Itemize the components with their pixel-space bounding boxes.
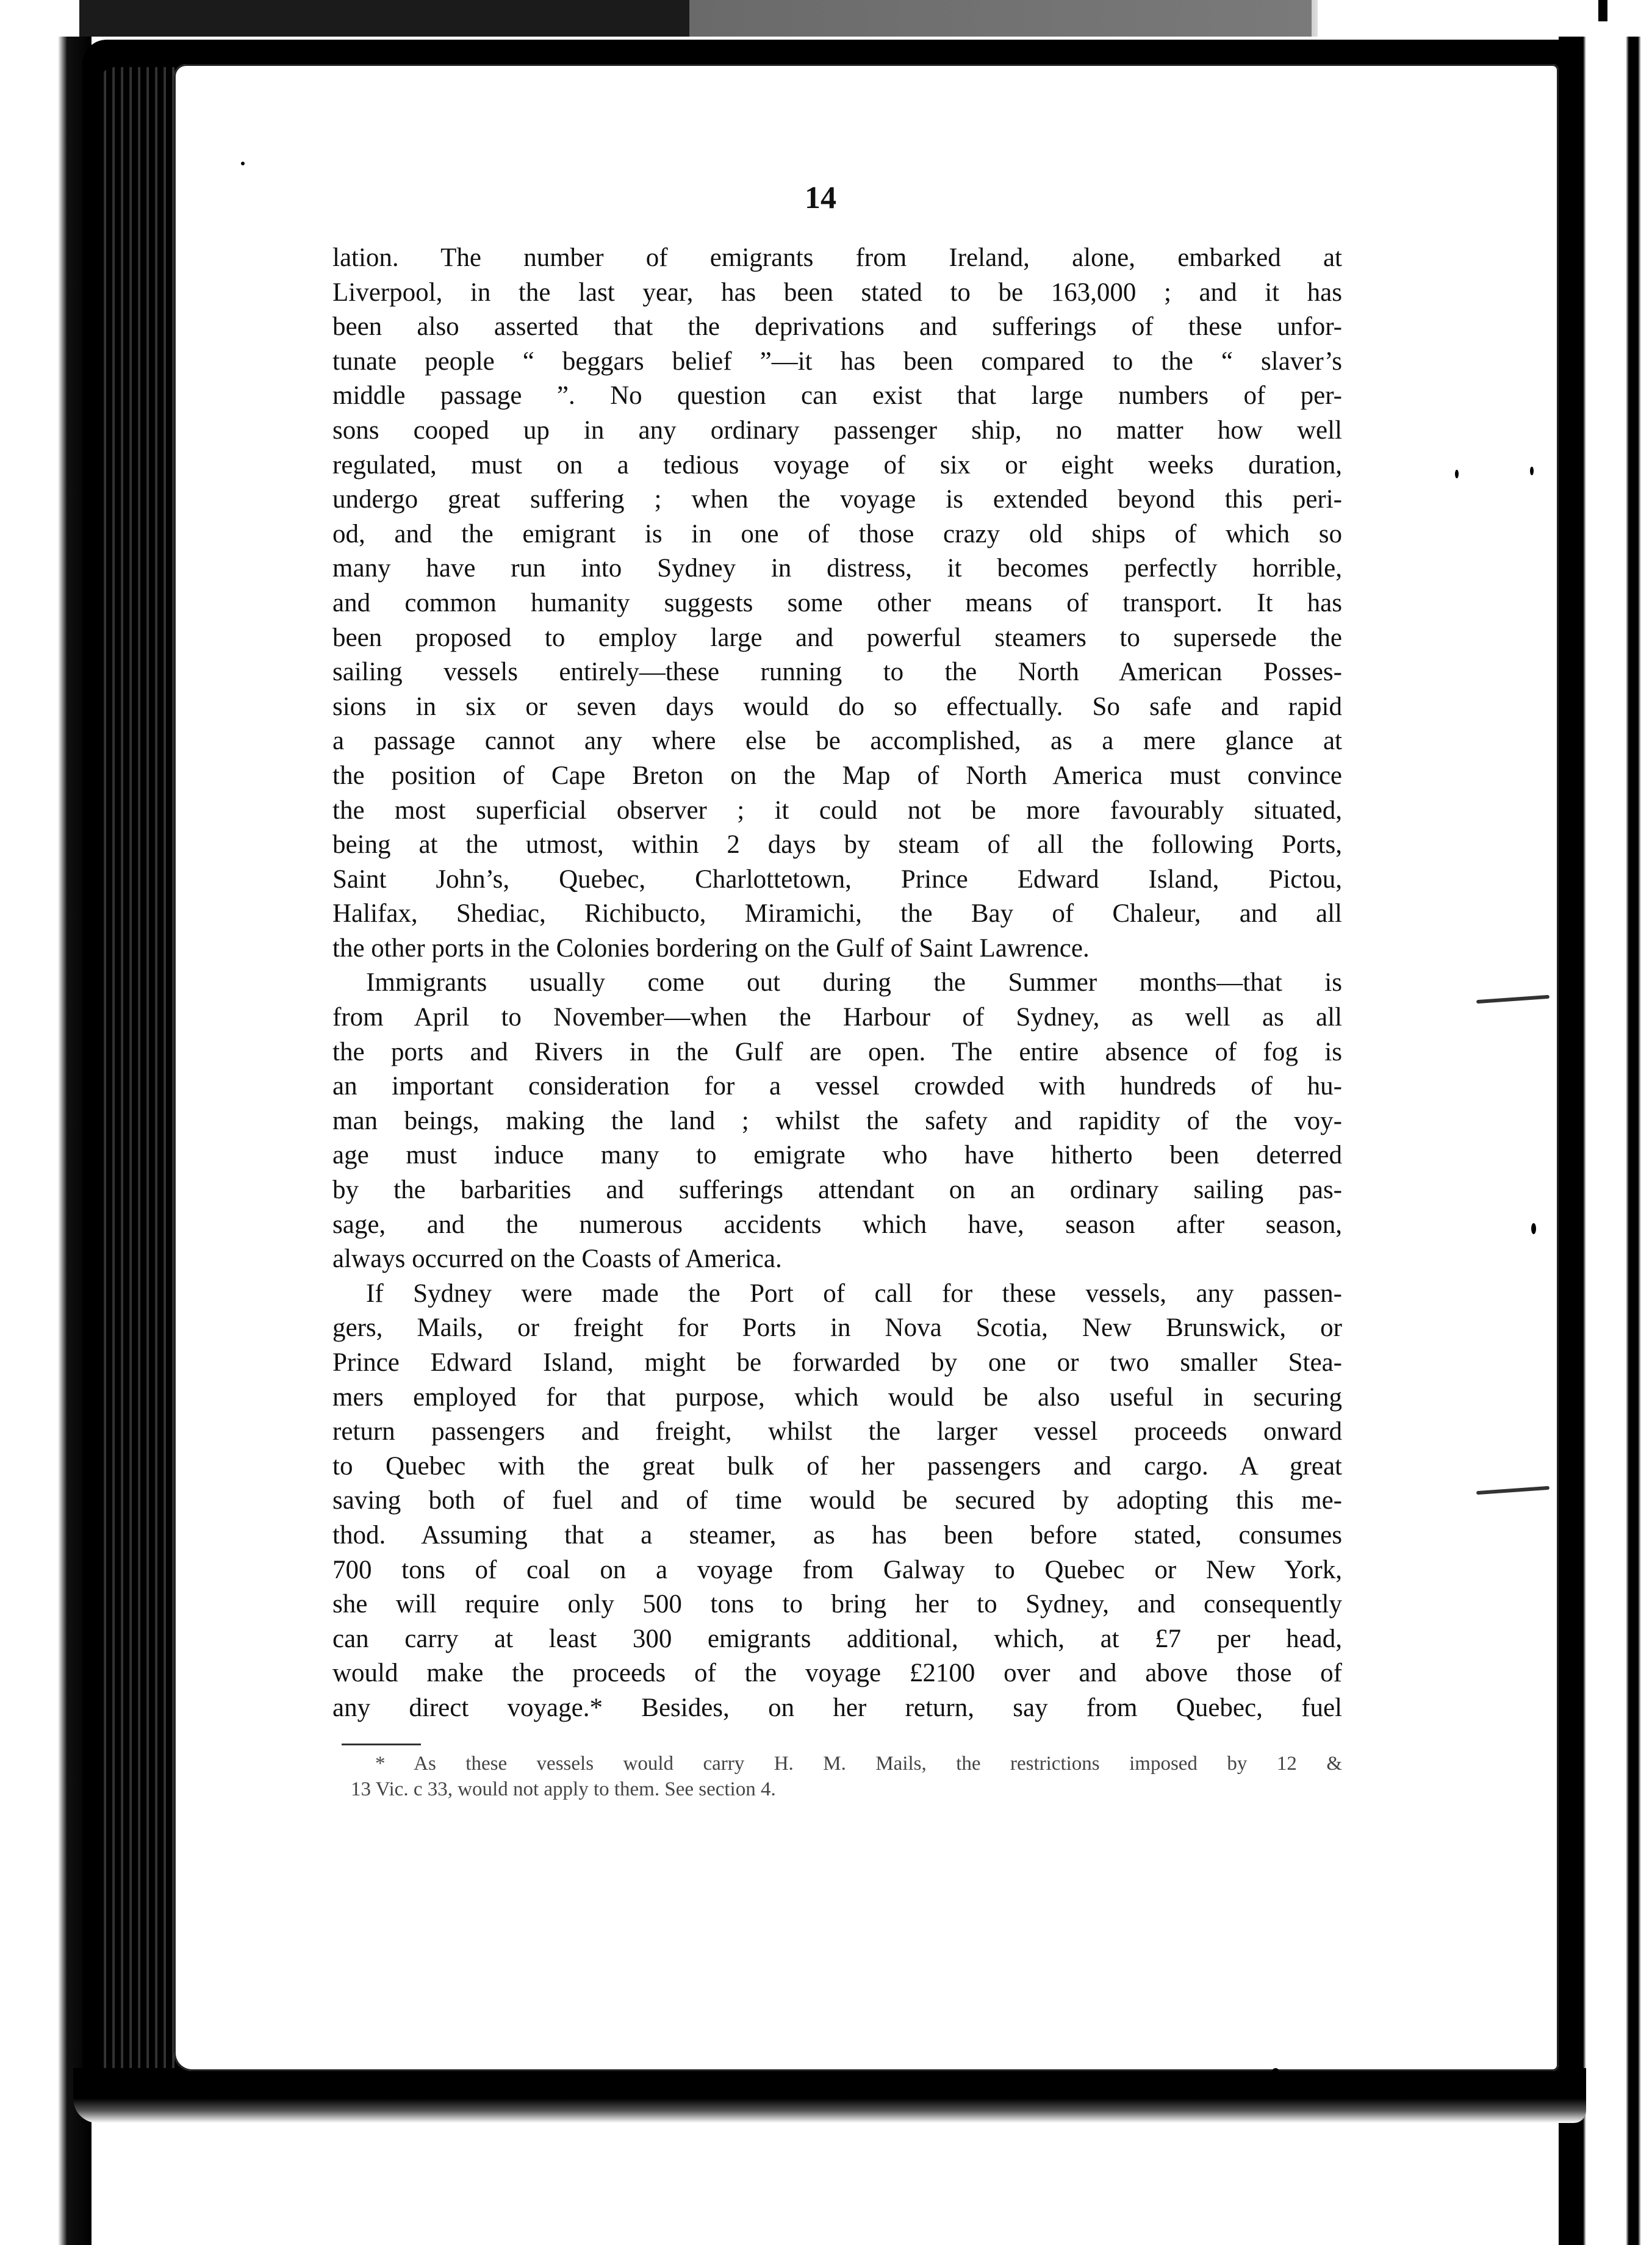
text-line: lation. The number of emigrants from Ireland, alone, embarked at bbox=[332, 243, 1342, 272]
page-edges bbox=[98, 67, 177, 2080]
text-line: the position of Cape Breton on the Map of North America must convince bbox=[332, 761, 1342, 790]
text-line: return passengers and freight, whilst the larger vessel proceeds onward bbox=[332, 1417, 1342, 1446]
text-line: undergo great suffering ; when the voyage is extended beyond this peri- bbox=[332, 485, 1342, 514]
ink-spot bbox=[1455, 470, 1459, 478]
text-line: been proposed to employ large and powerful steamers to supersede the bbox=[332, 623, 1342, 652]
body-text bbox=[332, 241, 1342, 1726]
text-line: Saint John’s, Quebec, Charlottetown, Prince Edward Island, Pictou, bbox=[332, 864, 1342, 894]
text-line: sons cooped up in any ordinary passenger ship, no matter how well bbox=[332, 415, 1342, 445]
text-line: tunate people “ beggars belief ”—it has been compared to the “ slaver’s bbox=[332, 347, 1342, 376]
text-line: been also asserted that the deprivations and sufferings of these unfor- bbox=[332, 312, 1342, 342]
book-cover-bottom bbox=[73, 2068, 1586, 2123]
text-line: gers, Mails, or freight for Ports in Nova Scotia, New Brunswick, or bbox=[332, 1313, 1342, 1343]
text-line: from April to November—when the Harbour of Sydney, as well as all bbox=[332, 1003, 1342, 1032]
text-line: the other ports in the Colonies bordering on the Gulf of Saint Lawrence. bbox=[332, 933, 1090, 963]
footnote bbox=[351, 1751, 1342, 1802]
text-line: can carry at least 300 emigrants additional, which, at £7 per head, bbox=[332, 1624, 1342, 1653]
text-line: any direct voyage.* Besides, on her return, say from Quebec, fuel bbox=[332, 1693, 1342, 1722]
text-line: thod. Assuming that a steamer, as has been before stated, consumes bbox=[332, 1520, 1342, 1550]
text-line: to Quebec with the great bulk of her passengers and cargo. A great bbox=[332, 1451, 1342, 1481]
text-line: man beings, making the land ; whilst the safety and rapidity of the voy- bbox=[332, 1106, 1342, 1135]
text-line: the most superficial observer ; it could not be more favourably situated, bbox=[332, 796, 1342, 825]
text-line: and common humanity suggests some other means of transport. It has bbox=[332, 588, 1342, 617]
ink-spot bbox=[1272, 2068, 1279, 2075]
text-line: regulated, must on a tedious voyage of six or eight weeks duration, bbox=[332, 450, 1342, 480]
scan-border-left bbox=[0, 0, 92, 2245]
text-line: sions in six or seven days would do so effectually. So safe and rapid bbox=[332, 692, 1342, 721]
text-line: the ports and Rivers in the Gulf are open. The entire absence of fog is bbox=[332, 1037, 1342, 1066]
text-line: 700 tons of coal on a voyage from Galway to Quebec or New York, bbox=[332, 1555, 1342, 1584]
text-line: od, and the emigrant is in one of those crazy old ships of which so bbox=[332, 519, 1342, 548]
text-line: middle passage ”. No question can exist that large numbers of per- bbox=[332, 381, 1342, 411]
ink-spot bbox=[1531, 1223, 1536, 1234]
text-line: being at the utmost, within 2 days by steam of all the following Ports, bbox=[332, 830, 1342, 860]
text-line: Prince Edward Island, might be forwarded by one or two smaller Stea- bbox=[332, 1348, 1342, 1377]
text-line: If Sydney were made the Port of call for these vessels, any passen- bbox=[366, 1279, 1342, 1308]
text-line: mers employed for that purpose, which would be also useful in securing bbox=[332, 1382, 1342, 1412]
footnote-line: 13 Vic. c 33, would not apply to them. See section 4. bbox=[351, 1778, 776, 1800]
text-line: by the barbarities and sufferings attendant on an ordinary sailing pas- bbox=[332, 1176, 1342, 1205]
scan-frame-top-right bbox=[1562, 0, 1652, 21]
footnote-line: * As these vessels would carry H. M. Mails, the restrictions imposed by 12 & bbox=[375, 1753, 1342, 1775]
text-line: always occurred on the Coasts of America. bbox=[332, 1245, 782, 1274]
ink-spot bbox=[1530, 467, 1534, 475]
text-line: Liverpool, in the last year, has been stated to be 163,000 ; and it has bbox=[332, 278, 1342, 307]
text-line: sailing vessels entirely—these running to the North American Posses- bbox=[332, 658, 1342, 687]
text-line: sage, and the numerous accidents which have, season after season, bbox=[332, 1210, 1342, 1239]
text-line: age must induce many to emigrate who have hitherto been deterred bbox=[332, 1141, 1342, 1170]
text-line: Immigrants usually come out during the Summer months—that is bbox=[366, 968, 1342, 997]
text-line: many have run into Sydney in distress, it becomes perfectly horrible, bbox=[332, 554, 1342, 583]
ink-spot bbox=[241, 162, 245, 165]
book-spine-right bbox=[1559, 37, 1652, 2245]
page-number: 14 bbox=[805, 181, 836, 215]
text-line: Halifax, Shediac, Richibucto, Miramichi, the Bay of Chaleur, and all bbox=[332, 899, 1342, 929]
text-line: she will require only 500 tons to bring her to Sydney, and consequently bbox=[332, 1590, 1342, 1619]
text-line: an important consideration for a vessel crowded with hundreds of hu- bbox=[332, 1072, 1342, 1101]
text-line: a passage cannot any where else be accomplished, as a mere glance at bbox=[332, 727, 1342, 756]
text-line: saving both of fuel and of time would be secured by adopting this me- bbox=[332, 1486, 1342, 1515]
text-line: would make the proceeds of the voyage £2100 over and above those of bbox=[332, 1659, 1342, 1688]
footnote-rule bbox=[342, 1744, 421, 1745]
